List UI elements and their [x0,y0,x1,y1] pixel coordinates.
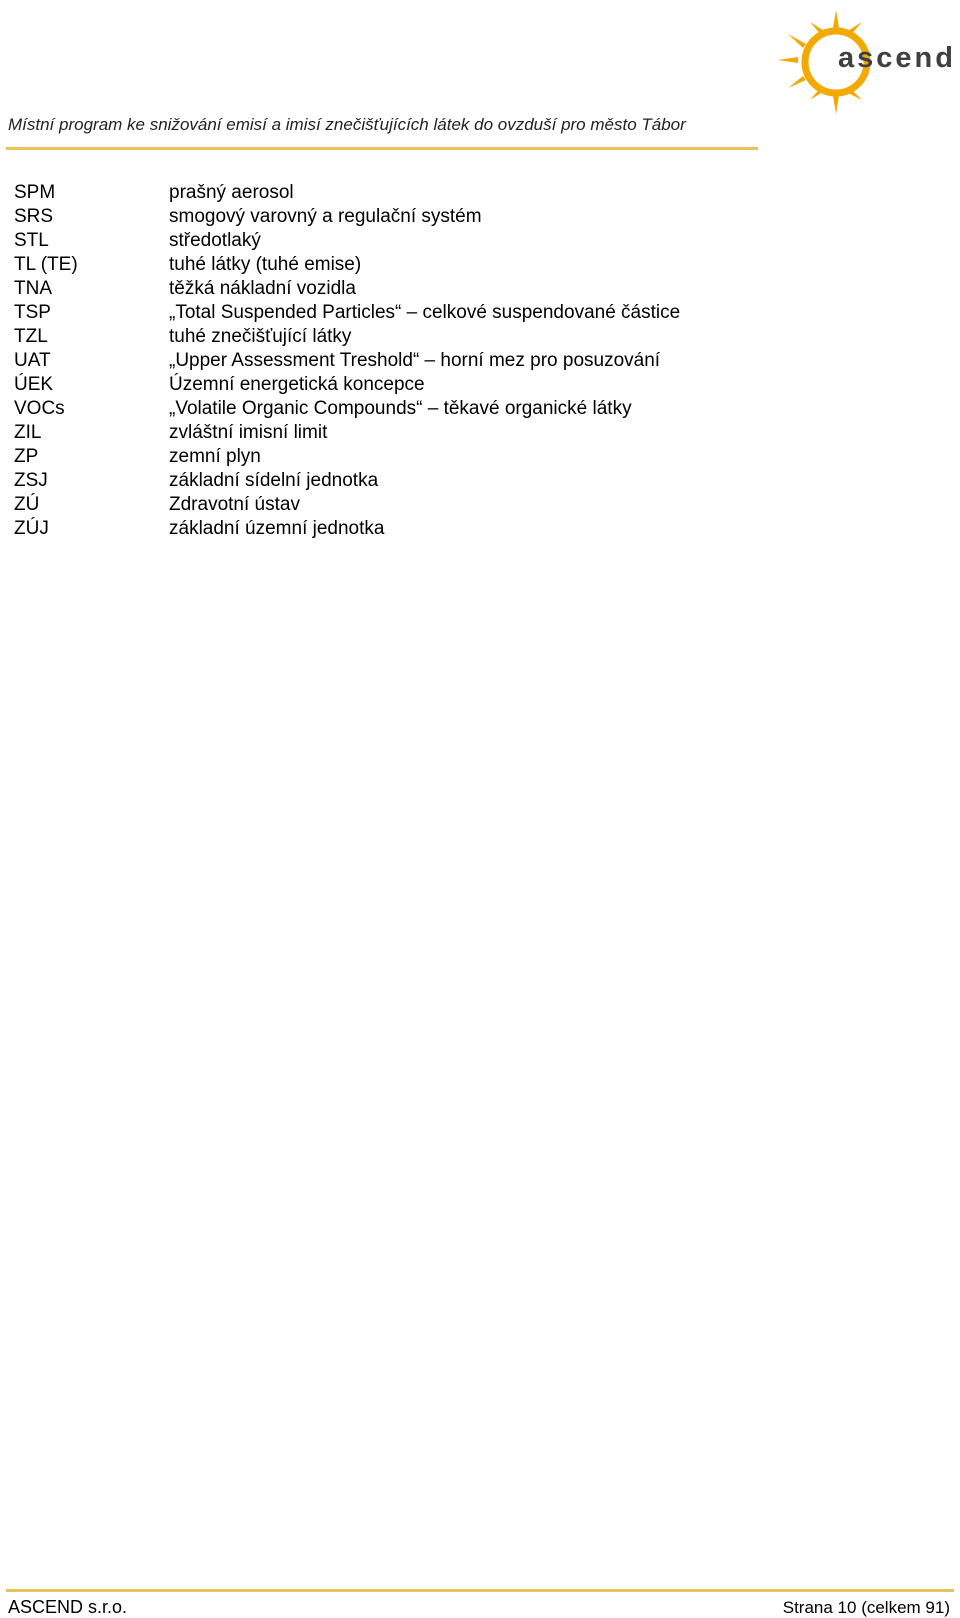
abbreviation-row [14,325,680,349]
abbreviation-description: prašný aerosol [169,182,294,203]
abbreviation-description: „Volatile Organic Compounds“ – těkavé organické látky [169,398,632,419]
abbreviation-description: těžká nákladní vozidla [169,278,356,299]
abbreviation-row [14,253,680,277]
abbreviation-description: středotlaký [169,230,261,251]
abbreviation-code: ÚEK [14,374,54,395]
abbreviation-description: Zdravotní ústav [169,494,300,515]
abbreviation-description: smogový varovný a regulační systém [169,206,482,227]
abbreviation-code: STL [14,230,49,251]
abbreviation-row [14,517,680,541]
abbreviation-code: ZIL [14,422,42,443]
abbreviation-row [14,349,680,373]
abbreviation-row [14,205,680,229]
footer-company: ASCEND s.r.o. [8,1597,128,1617]
document-header-title: Místní program ke snižování emisí a imisí znečišťujících látek do ovzduší pro město Tábor [8,115,686,134]
abbreviation-code: VOCs [14,398,65,419]
abbreviation-code: UAT [14,350,51,371]
footer-divider [6,1589,954,1592]
abbreviation-description: tuhé látky (tuhé emise) [169,254,362,275]
abbreviation-description: Územní energetická koncepce [169,374,425,395]
abbreviation-row [14,373,680,397]
abbreviation-row [14,181,680,205]
abbreviation-code: ZP [14,446,39,467]
abbreviation-row [14,445,680,469]
abbreviation-description: tuhé znečišťující látky [169,326,352,347]
abbreviation-list [14,181,680,541]
abbreviation-code: SPM [14,182,56,203]
abbreviation-code: TSP [14,302,51,323]
abbreviation-description: základní sídelní jednotka [169,470,379,491]
abbreviation-description: základní územní jednotka [169,518,385,539]
abbreviation-code: ZÚ [14,494,40,515]
abbreviation-code: ZÚJ [14,518,49,539]
footer-page-number: Strana 10 (celkem 91) [782,1598,950,1617]
abbreviation-description: zvláštní imisní limit [169,422,328,443]
abbreviation-code: ZSJ [14,470,48,491]
logo-wordmark: ascend [838,42,956,74]
abbreviation-row [14,421,680,445]
abbreviation-code: SRS [14,206,54,227]
abbreviation-row [14,469,680,493]
abbreviation-row [14,229,680,253]
abbreviation-description: „Upper Assessment Treshold“ – horní mez pro posuzování [169,350,661,371]
abbreviation-code: TL (TE) [14,254,78,275]
header-divider [6,147,758,150]
abbreviation-code: TNA [14,278,52,299]
abbreviation-description: „Total Suspended Particles“ – celkové suspendované částice [169,302,681,323]
abbreviation-row [14,397,680,421]
abbreviation-code: TZL [14,326,48,347]
abbreviation-row [14,277,680,301]
abbreviation-description: zemní plyn [169,446,261,467]
abbreviation-row [14,493,680,517]
abbreviation-row [14,301,680,325]
